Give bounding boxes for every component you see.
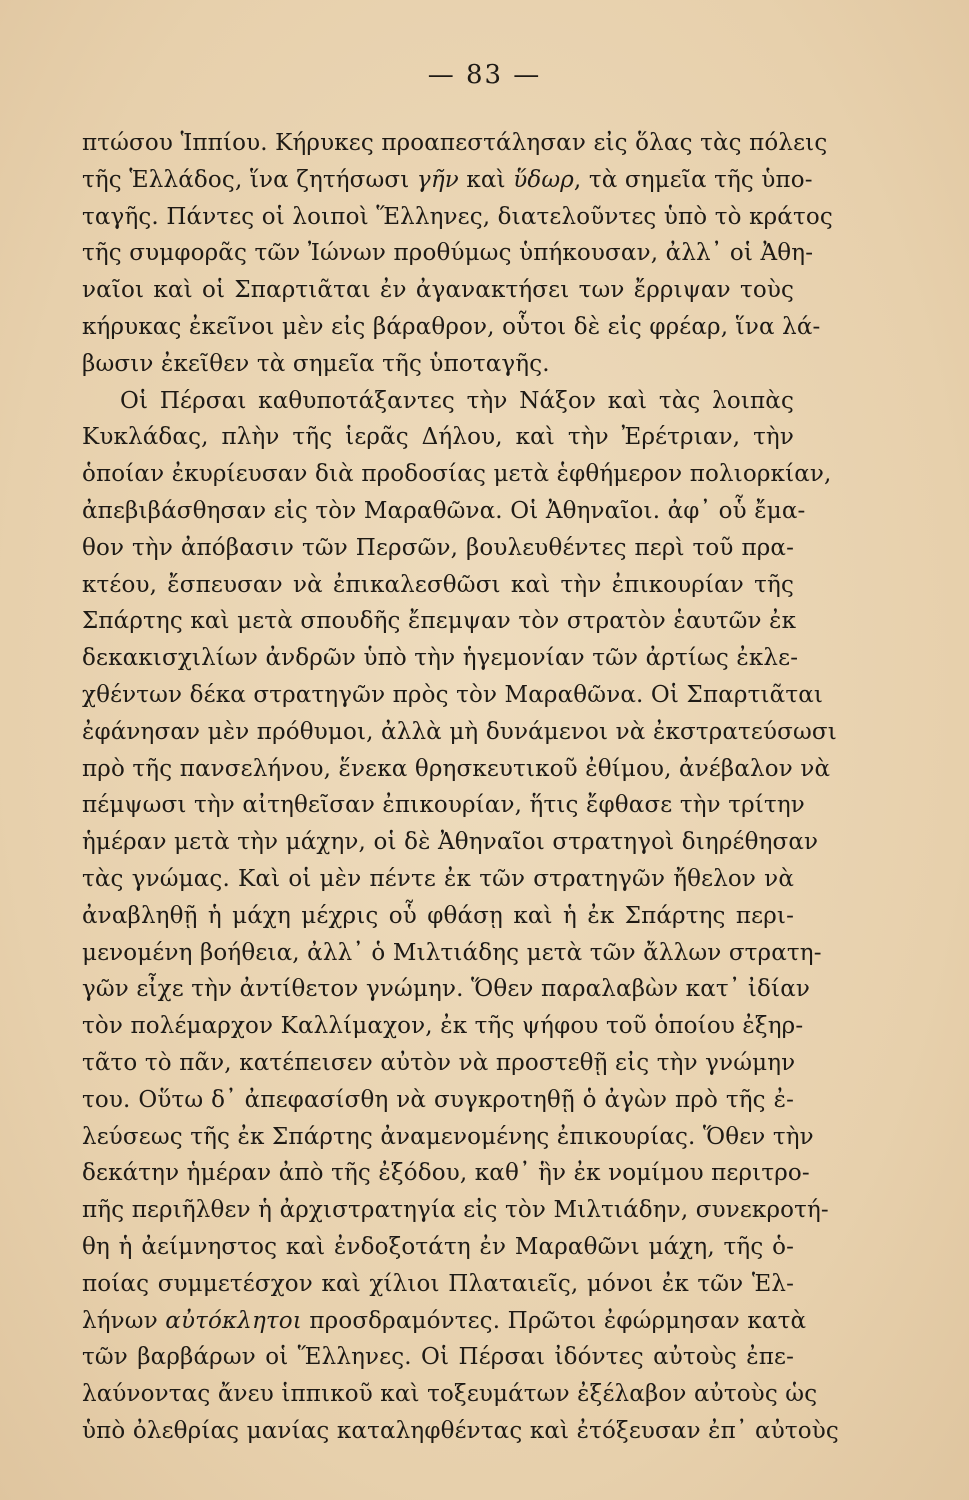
- page-number: — 83 —: [427, 60, 542, 90]
- text-line: πτώσου Ἱππίου. Κήρυκες προαπεστάλησαν εἰς ὅλας τὰς πόλεις: [82, 130, 828, 156]
- text-line: πρὸ τῆς πανσελήνου, ἕνεκα θρησκευτικοῦ ἐθίμου, ἀνέβαλον νὰ: [82, 755, 831, 782]
- text-line: κτέου, ἔσπευσαν νὰ ἐπικαλεσθῶσι καὶ τὴν ἐπικουρίαν τῆς: [82, 571, 794, 598]
- text-line: θον τὴν ἀπόβασιν τῶν Περσῶν, βουλευθέντες περὶ τοῦ πρα-: [82, 534, 794, 561]
- text-line: πέμψωσι τὴν αἰτηθεῖσαν ἐπικουρίαν, ἥτις ἔφθασε τὴν τρίτην: [82, 792, 805, 819]
- text-line: τὸν πολέμαρχον Καλλίμαχον, ἐκ τῆς ψήφου τοῦ ὁποίου ἐξηρ-: [82, 1013, 804, 1040]
- text-line: μενομένη βοήθεια, ἀλλ᾽ ὁ Μιλτιάδης μετὰ τῶν ἄλλων στρατη-: [82, 939, 822, 966]
- text-line: τὰς γνώμας. Καὶ οἱ μὲν πέντε ἐκ τῶν στρατηγῶν ἤθελον νὰ: [82, 865, 794, 892]
- text-run: , τὰ σημεῖα τῆς ὑπο-: [573, 166, 813, 193]
- text-line: ναῖοι καὶ οἱ Σπαρτιᾶται ἐν ἀγανακτήσει των ἔρριψαν τοὺς: [82, 277, 794, 304]
- italic-word: αὐτόκλητοι: [165, 1307, 302, 1334]
- text-line: βωσιν ἐκεῖθεν τὰ σημεῖα τῆς ὑποταγῆς.: [82, 350, 550, 377]
- text-line: ἡμέραν μετὰ τὴν μάχην, οἱ δὲ Ἀθηναῖοι στρατηγοὶ διηρέθησαν: [82, 829, 819, 856]
- text-line: χθέντων δέκα στρατηγῶν πρὸς τὸν Μαραθῶνα. Οἱ Σπαρτιᾶται: [82, 681, 824, 708]
- text-line: πῆς περιῆλθεν ἡ ἀρχιστρατηγία εἰς τὸν Μιλτιάδην, συνεκροτή-: [82, 1197, 829, 1224]
- text-line: τᾶτο τὸ πᾶν, κατέπεισεν αὐτὸν νὰ προστεθῇ εἰς τὴν γνώμην: [82, 1049, 796, 1076]
- text-line: ὑπὸ ὀλεθρίας μανίας καταληφθέντας καὶ ἐτόξευσαν ἐπ᾽ αὐτοὺς: [82, 1417, 839, 1444]
- text-line: τῶν βαρβάρων οἱ Ἕλληνες. Οἱ Πέρσαι ἰδόντες αὐτοὺς ἐπε-: [82, 1344, 794, 1371]
- text-line: [82, 1303, 807, 1340]
- text-run: προσδραμόντες. Πρῶτοι ἐφώρμησαν κατὰ: [301, 1307, 807, 1334]
- text-line: ταγῆς. Πάντες οἱ λοιποὶ Ἕλληνες, διατελοῦντες ὑπὸ τὸ κράτος: [82, 203, 833, 230]
- body-text: [82, 125, 839, 1450]
- italic-word: γῆν: [416, 166, 459, 193]
- text-line: λεύσεως τῆς ἐκ Σπάρτης ἀναμενομένης ἐπικουρίας. Ὅθεν τὴν: [82, 1123, 814, 1150]
- text-line: θη ἡ ἀείμνηστος καὶ ἐνδοξοτάτη ἐν Μαραθῶνι μάχη, τῆς ὁ-: [82, 1233, 794, 1260]
- text-run: καὶ: [458, 166, 514, 193]
- text-line: ἐφάνησαν μὲν πρόθυμοι, ἀλλὰ μὴ δυνάμενοι νὰ ἐκστρατεύσωσι: [82, 718, 837, 745]
- text-run: τῆς Ἑλλάδος, ἵνα ζητήσωσι: [82, 166, 417, 193]
- text-line: λαύνοντας ἄνευ ἱππικοῦ καὶ τοξευμάτων ἐξέλαβον αὐτοὺς ὡς: [82, 1381, 818, 1408]
- text-line: ἀναβληθῇ ἡ μάχη μέχρις οὗ φθάσῃ καὶ ἡ ἐκ Σπάρτης περι-: [82, 902, 794, 929]
- text-run: λήνων: [82, 1307, 166, 1334]
- text-line: Κυκλάδας, πλὴν τῆς ἱερᾶς Δήλου, καὶ τὴν Ἐρέτριαν, τὴν: [82, 424, 794, 451]
- text-line: δεκάτην ἡμέραν ἀπὸ τῆς ἐξόδου, καθ᾽ ἣν ἐκ νομίμου περιτρο-: [82, 1160, 810, 1187]
- text-line: Σπάρτης καὶ μετὰ σπουδῆς ἔπεμψαν τὸν στρατὸν ἑαυτῶν ἐκ: [82, 608, 797, 635]
- italic-word: ὕδωρ: [513, 166, 574, 193]
- text-line: Οἱ Πέρσαι καθυποτάξαντες τὴν Νάξον καὶ τὰς λοιπὰς: [120, 387, 794, 414]
- text-line: γῶν εἶχε τὴν ἀντίθετον γνώμην. Ὅθεν παραλαβὼν κατ᾽ ἰδίαν: [82, 976, 811, 1003]
- text-line: κήρυκας ἐκεῖνοι μὲν εἰς βάραθρον, οὗτοι δὲ εἰς φρέαρ, ἵνα λά-: [82, 313, 821, 340]
- text-line: του. Οὕτω δ᾽ ἀπεφασίσθη νὰ συγκροτηθῇ ὁ ἀγὼν πρὸ τῆς ἐ-: [82, 1086, 794, 1113]
- text-line: ποίας συμμετέσχον καὶ χίλιοι Πλαταιεῖς, μόνοι ἐκ τῶν Ἑλ-: [82, 1270, 794, 1297]
- text-line: ὁποίαν ἐκυρίευσαν διὰ προδοσίας μετὰ ἑφθήμερον πολιορκίαν,: [82, 461, 832, 488]
- text-line: δεκακισχιλίων ἀνδρῶν ὑπὸ τὴν ἡγεμονίαν τῶν ἀρτίως ἐκλε-: [82, 645, 799, 672]
- text-line: τῆς συμφορᾶς τῶν Ἰώνων προθύμως ὑπήκουσαν, ἀλλ᾽ οἱ Ἀθη-: [82, 240, 814, 267]
- text-line: ἀπεβιβάσθησαν εἰς τὸν Μαραθῶνα. Οἱ Ἀθηναῖοι. ἀφ᾽ οὗ ἔμα-: [82, 497, 806, 524]
- text-line: [82, 162, 813, 199]
